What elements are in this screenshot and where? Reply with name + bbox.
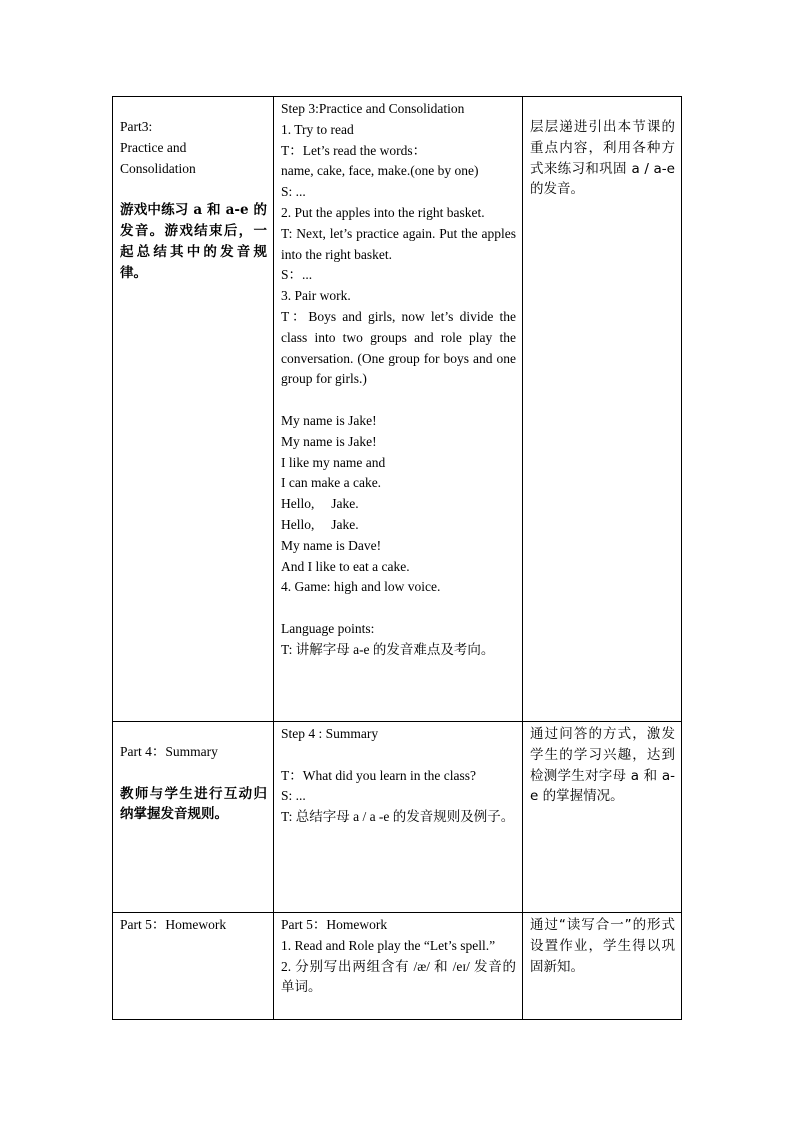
activity-line: 4. Game: high and low voice. bbox=[281, 579, 441, 595]
chant-line: I can make a cake. bbox=[281, 475, 382, 491]
activity-line: 2. Put the apples into the right basket. bbox=[281, 204, 485, 220]
chant-line: And I like to eat a cake. bbox=[281, 558, 410, 574]
stage-note: 游戏中练习 a 和 a-e 的发音。游戏结束后，一起总结其中的发音规律。 bbox=[120, 202, 267, 281]
activity-line: S: ... bbox=[281, 788, 306, 804]
activity-line: name, cake, face, make.(one by one) bbox=[281, 163, 479, 179]
table-row bbox=[113, 913, 682, 1020]
activity-line: 1. Try to read bbox=[281, 121, 354, 137]
activity-line: T: 讲解字母 a-e 的发音难点及考向。 bbox=[281, 641, 495, 657]
stage-cell bbox=[113, 913, 274, 1020]
spacer bbox=[281, 745, 516, 766]
activity-cell bbox=[274, 913, 523, 1020]
chant-line: My name is Jake! bbox=[281, 412, 377, 428]
chant-line: Hello, Jake. bbox=[281, 516, 359, 532]
activity-line: 3. Pair work. bbox=[281, 288, 351, 304]
activity-line: T: 总结字母 a / a -e 的发音规则及例子。 bbox=[281, 809, 515, 825]
activity-line: T：What did you learn in the class? bbox=[281, 767, 476, 783]
purpose-text: 通过“读写合一”的形式设置作业，学生得以巩固新知。 bbox=[530, 917, 675, 975]
activity-line: T: Next, let’s practice again. Put the apples into the right basket. bbox=[281, 225, 516, 262]
chant-line: I like my name and bbox=[281, 454, 386, 470]
activity-step-title: Step 3:Practice and Consolidation bbox=[281, 101, 465, 116]
spacer bbox=[281, 390, 516, 411]
chant-line: Hello, Jake. bbox=[281, 496, 359, 512]
purpose-cell bbox=[523, 722, 682, 913]
table-row bbox=[113, 722, 682, 913]
stage-cell bbox=[113, 97, 274, 722]
activity-line: 2. 分别写出两组含有 /æ/ 和 /eɪ/ 发音的单词。 bbox=[281, 958, 516, 995]
lesson-plan-table bbox=[112, 96, 682, 1020]
activity-line: S: ... bbox=[281, 184, 306, 200]
table-row bbox=[113, 97, 682, 722]
purpose-cell bbox=[523, 913, 682, 1020]
purpose-cell bbox=[523, 97, 682, 722]
stage-title-line: Part3: bbox=[120, 119, 153, 134]
activity-cell bbox=[274, 722, 523, 913]
activity-step-title: Step 4 : Summary bbox=[281, 726, 379, 741]
activity-cell bbox=[274, 97, 523, 722]
activity-line: T：Boys and girls, now let’s divide the class into two groups and role play the conversation. (One group for boys and one group for girls.) bbox=[281, 308, 516, 387]
chant-line: My name is Dave! bbox=[281, 537, 382, 553]
stage-title-line: Consolidation bbox=[120, 160, 196, 176]
stage-cell bbox=[113, 722, 274, 913]
activity-line: 1. Read and Role play the “Let’s spell.” bbox=[281, 937, 496, 953]
stage-note: 教师与学生进行互动归纳掌握发音规则。 bbox=[120, 785, 267, 823]
chant-line: My name is Jake! bbox=[281, 433, 377, 449]
purpose-text: 通过问答的方式，激发学生的学习兴趣，达到检测学生对字母 a 和 a-e 的掌握情况。 bbox=[530, 726, 675, 805]
activity-line: T：Let’s read the words： bbox=[281, 142, 427, 158]
stage-title: Part 4：Summary bbox=[120, 744, 218, 759]
activity-line: S：... bbox=[281, 267, 313, 283]
stage-title: Part 5：Homework bbox=[120, 917, 227, 932]
purpose-text: 层层递进引出本节课的重点内容，利用各种方式来练习和巩固 a / a-e 的发音。 bbox=[530, 119, 675, 198]
activity-step-title: Part 5：Homework bbox=[281, 917, 388, 932]
stage-title-line: Practice and bbox=[120, 139, 187, 155]
activity-line: Language points: bbox=[281, 620, 375, 636]
spacer bbox=[281, 598, 516, 619]
